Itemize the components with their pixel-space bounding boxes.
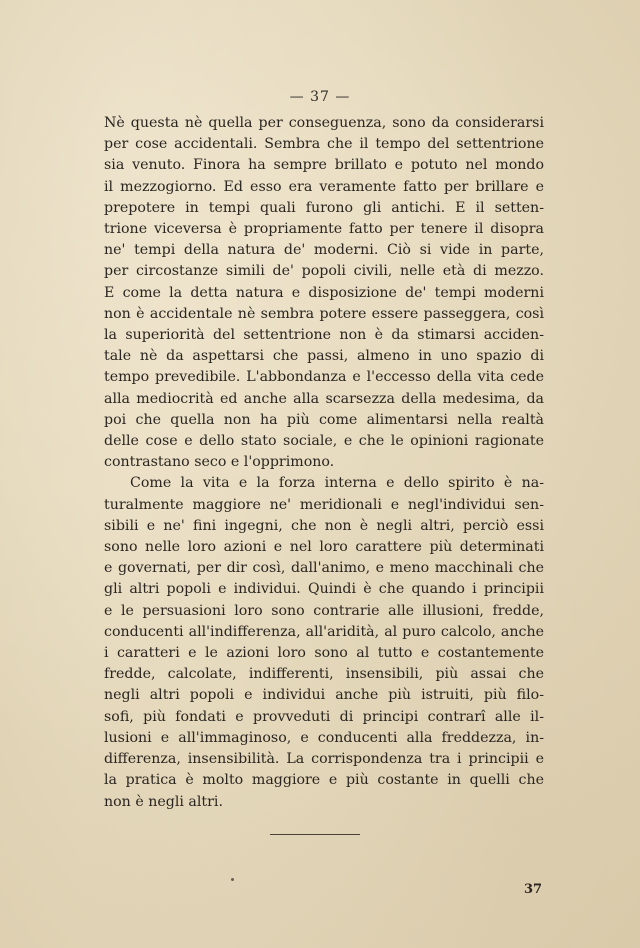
text-line: fredde, calcolate, indifferenti, insensibili, più assai che (104, 666, 544, 683)
page-number-footer: 37 (524, 882, 543, 897)
paper-speck (231, 878, 234, 881)
text-line: gli altri popoli e individui. Quindi è che quando i principii (104, 581, 544, 598)
text-line: il mezzogiorno. Ed esso era veramente fatto per brillare e (104, 178, 544, 195)
text-line: i caratteri e le azioni loro sono al tutto e costantemente (104, 645, 544, 662)
section-divider (270, 834, 360, 835)
text-line: ne' tempi della natura de' moderni. Ciò si vide in parte, (104, 242, 544, 259)
text-line: conducenti all'indifferenza, all'aridità, al puro calcolo, anche (104, 623, 544, 640)
text-line: Nè questa nè quella per conseguenza, sono da considerarsi (104, 115, 544, 131)
text-line: per cose accidentali. Sembra che il tempo del settentrione (104, 136, 544, 153)
text-line: delle cose e dello stato sociale, e che le opinioni ragionate (104, 433, 544, 450)
text-line: turalmente maggiore ne' meridionali e negl'individui sen- (104, 496, 544, 513)
text-line: poi che quella non ha più come alimentarsi nella realtà (104, 411, 544, 428)
text-line: sibili e ne' fini ingegni, che non è negli altri, perciò essi (104, 517, 544, 534)
body-text (104, 113, 544, 813)
text-line: prepotere in tempi quali furono gli antichi. E il setten- (104, 199, 544, 216)
text-line: per circostanze simili de' popoli civili, nelle età di mezzo. (104, 263, 544, 280)
paragraph (104, 113, 544, 473)
text-line: e le persuasioni loro sono contrarie alle illusioni, fredde, (104, 602, 544, 619)
text-line: non è negli altri. (104, 793, 223, 810)
text-line: lusioni e all'immaginoso, e conducenti alla freddezza, in- (104, 729, 544, 746)
text-line: alla mediocrità ed anche alla scarsezza della medesima, da (104, 390, 544, 407)
text-line: differenza, insensibilità. La corrispondenza tra i principii e (104, 751, 544, 768)
paragraph (104, 473, 544, 812)
text-line: negli altri popoli e individui anche più istruiti, più filo- (104, 687, 544, 704)
page-number-header: — 37 — (289, 89, 351, 105)
text-line: tale nè da aspettarsi che passi, almeno in uno spazio di (104, 348, 544, 365)
text-line: sofi, più fondati e provveduti di principi contrarî alle il- (104, 708, 544, 725)
text-line: contrastano seco e l'opprimono. (104, 454, 335, 471)
text-line: la superiorità del settentrione non è da stimarsi acciden- (104, 327, 544, 344)
text-line: sia venuto. Finora ha sempre brillato e potuto nel mondo (104, 157, 544, 174)
text-line: trione viceversa è propriamente fatto per tenere il disopra (104, 221, 544, 238)
text-line: tempo prevedibile. L'abbondanza e l'eccesso della vita cede (104, 369, 544, 386)
text-line: non è accidentale nè sembra potere essere passeggera, così (104, 305, 544, 322)
text-line: E come la detta natura e disposizione de' tempi moderni (104, 284, 544, 301)
text-line: Come la vita e la forza interna e dello spirito è na- (130, 475, 544, 492)
text-line: la pratica è molto maggiore e più costante in quelli che (104, 772, 544, 789)
text-line: sono nelle loro azioni e nel loro carattere più determinati (104, 539, 544, 556)
text-line: e governati, per dir così, dall'animo, e meno macchinali che (104, 560, 544, 577)
